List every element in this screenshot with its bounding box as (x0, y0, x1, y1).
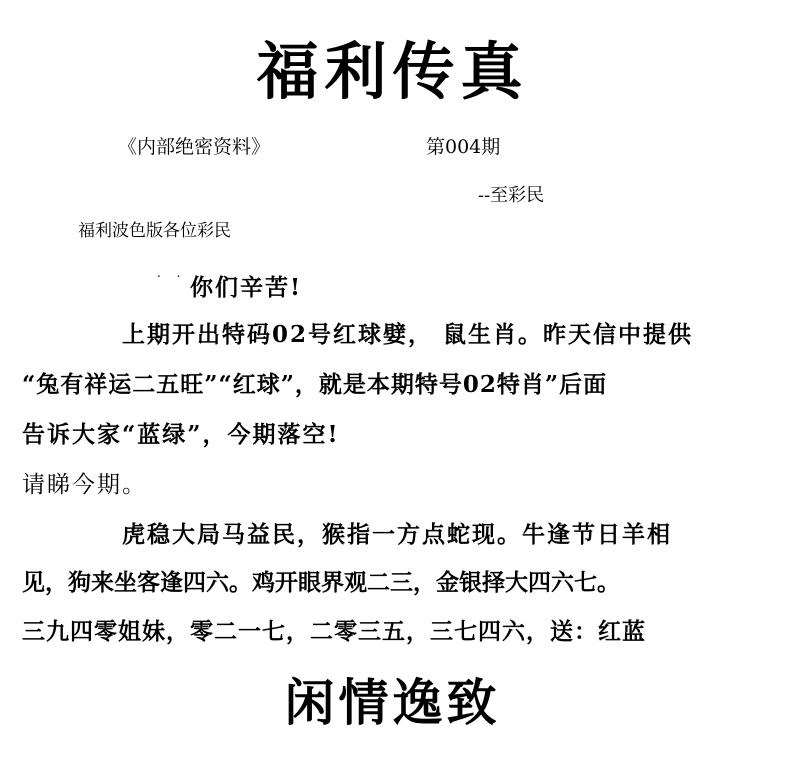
body-line: 请睇今期。 (22, 472, 147, 498)
page-title: 福利传真 (256, 35, 529, 108)
signature-line: --至彩民 (478, 185, 545, 206)
body-line: 见，狗来坐客逢四六。鸡开眼界观二三，金银择大四六七。 (22, 569, 620, 596)
body-line: 虎稳大局马益民，猴指一方点蛇现。牛逢节日羊相 (122, 521, 672, 548)
body-line: “兔有祥运二五旺”“红球”，就是本期特号02特肖”后面 (22, 371, 608, 398)
body-line: 三九四零姐妹，零二一七，二零三五，三七四六，送：红蓝 (22, 618, 646, 645)
decorative-dots: . . (157, 266, 187, 280)
footer-title: 闲情逸致 (284, 673, 501, 732)
body-line: 上期开出特码02号红球嬖， 鼠生肖。昨天信中提供 (122, 321, 694, 348)
greeting-line: 福利波色版各位彩民 (78, 221, 231, 241)
body-line: 告诉大家“蓝绿”，今期落空! (22, 421, 340, 448)
issue-number: 第004期 (426, 136, 501, 158)
document-subtitle: 《内部绝密资料》 (118, 136, 271, 158)
body-line: 你们辛苦! (190, 274, 303, 301)
